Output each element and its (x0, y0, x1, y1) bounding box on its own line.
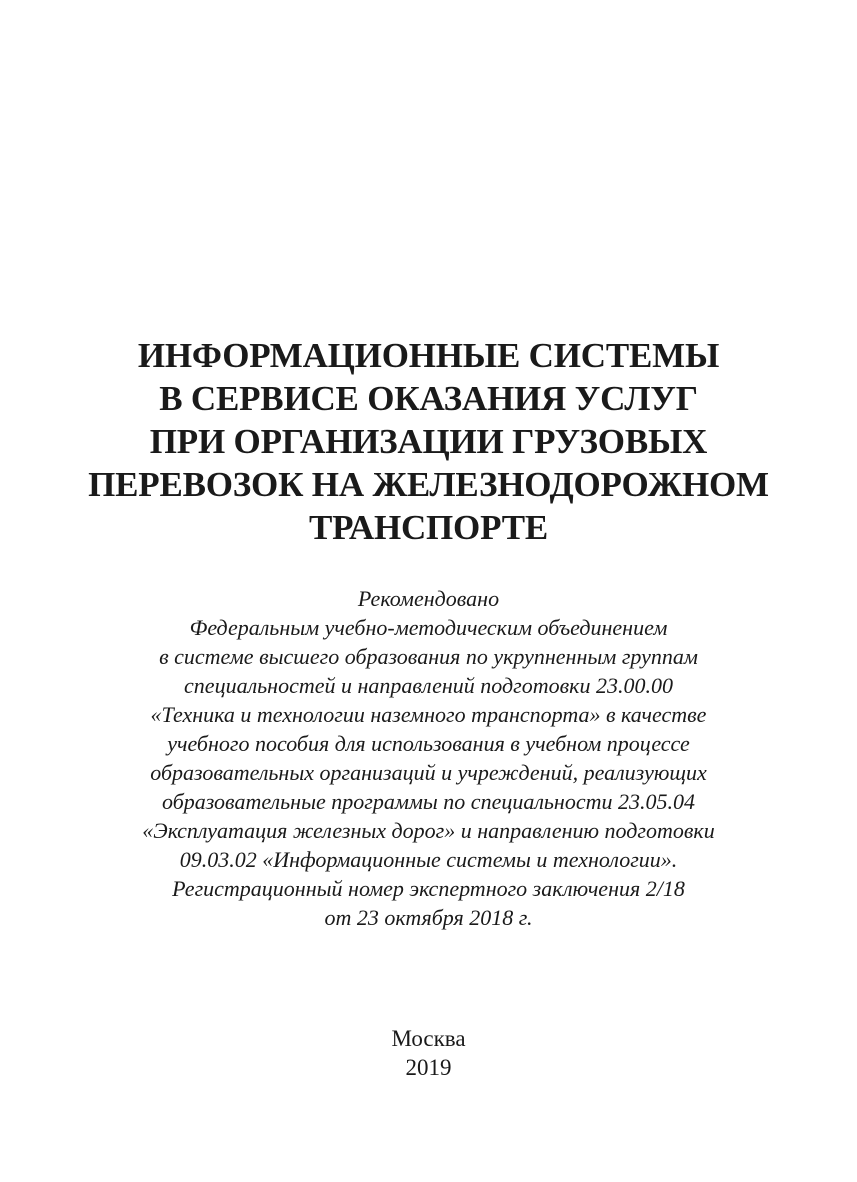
recommendation-line: от 23 октября 2018 г. (324, 905, 533, 930)
title-line: В СЕРВИСЕ ОКАЗАНИЯ УСЛУГ (159, 379, 698, 418)
recommendation-line: «Техника и технологии наземного транспорта» в качестве (150, 702, 707, 727)
title-line: ПРИ ОРГАНИЗАЦИИ ГРУЗОВЫХ (149, 422, 708, 461)
recommendation-line: Регистрационный номер экспертного заключения 2/18 (172, 876, 685, 901)
recommendation-line: образовательные программы по специальности 23.05.04 (161, 789, 696, 814)
imprint (0, 1024, 857, 1082)
title-line: ИНФОРМАЦИОННЫЕ СИСТЕМЫ (137, 336, 720, 375)
recommendation-line: специальностей и направлений подготовки 23.00.00 (184, 673, 673, 698)
imprint-city: Москва (391, 1026, 466, 1051)
recommendation-statement (0, 584, 857, 932)
recommendation-line: 09.03.02 «Информационные системы и технологии». (179, 847, 678, 872)
title-line: ТРАНСПОРТЕ (309, 508, 548, 547)
imprint-year: 2019 (405, 1055, 452, 1080)
title-line: ПЕРЕВОЗОК НА ЖЕЛЕЗНОДОРОЖНОМ (88, 465, 769, 504)
recommendation-line: Рекомендовано (357, 586, 500, 611)
recommendation-line: образовательных организаций и учреждений, реализующих (150, 760, 707, 785)
book-title (0, 334, 857, 549)
recommendation-line: учебного пособия для использования в учебном процессе (167, 731, 690, 756)
recommendation-line: в системе высшего образования по укрупненным группам (159, 644, 698, 669)
recommendation-line: «Эксплуатация железных дорог» и направлению подготовки (142, 818, 715, 843)
recommendation-line: Федеральным учебно-методическим объединением (189, 615, 668, 640)
